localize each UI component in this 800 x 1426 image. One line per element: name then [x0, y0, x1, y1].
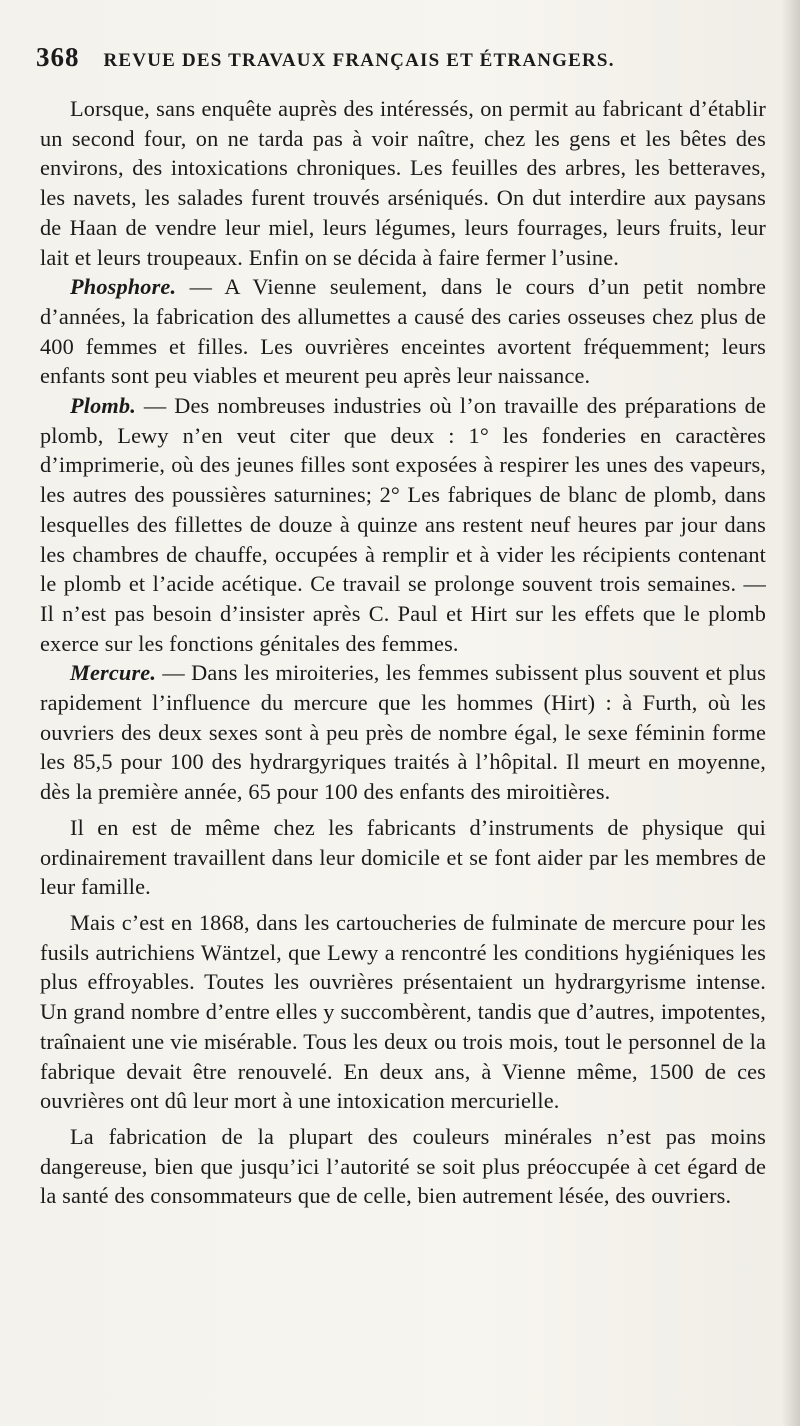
page-number: 368	[36, 42, 80, 72]
paragraph-couleurs	[40, 1122, 766, 1211]
section-lead-mercure: Mercure.	[70, 660, 157, 686]
running-head: REVUE DES TRAVAUX FRANÇAIS ET ÉTRANGERS.	[103, 50, 615, 71]
paragraph-cartoucheries	[40, 908, 766, 1116]
section-lead-phosphore: Phosphore.	[70, 274, 177, 300]
paragraph-text: La fabrication de la plupart des couleurs minérales n’est pas moins dangereuse, bien que jusqu’ici l’autorité se soit plus préoccupée à cet égard de la santé des consommateurs que de celle, bien autrement lésée, des ouvriers.	[40, 1123, 766, 1209]
paragraph-text: — Des nombreuses industries où l’on travaille des préparations de plomb, Lewy n’en veut citer que deux : 1° les fonderies en caractères d’imprimerie, où des jeunes filles sont exposées à respirer les unes des vapeurs, les autres des poussières saturnines; 2° Les fabriques de blanc de plomb, dans lesquelles des fillettes de douze à quinze ans restent neuf heures par jour dans les chambres de chauffe, occupées à remplir et à vider les récipients contenant le plomb et l’acide acétique. Ce travail se prolonge souvent trois semaines. — Il n’est pas besoin d’insister après C. Paul et Hirt sur les effets que le plomb exerce sur les fonctions génitales des femmes.	[40, 393, 766, 656]
paragraph-text: Mais c’est en 1868, dans les cartoucheries de fulminate de mercure pour les fusils autrichiens Wäntzel, que Lewy a rencontré les conditions hygiéniques les plus effroyables. Toutes les ouvrières présentaient un hydrargyrisme intense. Un grand nombre d’entre elles y succombèrent, tandis que d’autres, impotentes, traînaient une vie misérable. Tous les deux ou trois mois, tout le personnel de la fabrique devait être renouvelé. En deux ans, à Vienne même, 1500 de ces ouvrières ont dû leur mort à une intoxication mercurielle.	[40, 909, 766, 1114]
paragraph-plomb	[40, 391, 766, 658]
paragraph-phosphore	[40, 272, 766, 391]
page-header	[36, 42, 770, 78]
body-text	[40, 94, 766, 1211]
paragraph-mercure	[40, 658, 766, 807]
paragraph-text: Il en est de même chez les fabricants d’instruments de physique qui ordinairement travaillent dans leur domicile et se font aider par les membres de leur famille.	[40, 814, 766, 900]
paragraph-instruments	[40, 813, 766, 902]
paragraph-arsenic-conclusion	[40, 94, 766, 272]
paragraph-text: Lorsque, sans enquête auprès des intéressés, on permit au fabricant d’établir un second four, on ne tarda pas à voir naître, chez les gens et les bêtes des environs, des intoxications chroniques. Les feuilles des arbres, les betteraves, les navets, les salades furent trouvés arséniqués. On dut interdire aux paysans de Haan de vendre leur miel, leurs légumes, leurs fourrages, leurs fruits, leur lait et leurs troupeaux. Enfin on se décida à faire fermer l’usine.	[40, 96, 766, 270]
page-edge-shadow	[782, 0, 800, 1426]
paragraph-text: — Dans les miroiteries, les femmes subissent plus souvent et plus rapidement l’influence du mercure que les hommes (Hirt) : à Furth, où les ouvriers des deux sexes sont à peu près de nombre égal, le sexe féminin forme les 85,5 pour 100 des hydrargyriques traités à l’hôpital. Il meurt en moyenne, dès la première année, 65 pour 100 des enfants des miroitières.	[40, 660, 766, 805]
paragraph-text: — A Vienne seulement, dans le cours d’un petit nombre d’années, la fabrication des allumettes a causé des caries osseuses chez plus de 400 femmes et filles. Les ouvrières enceintes avortent fréquemment; leurs enfants sont peu viables et meurent peu après leur naissance.	[40, 274, 766, 389]
section-lead-plomb: Plomb.	[70, 393, 136, 419]
